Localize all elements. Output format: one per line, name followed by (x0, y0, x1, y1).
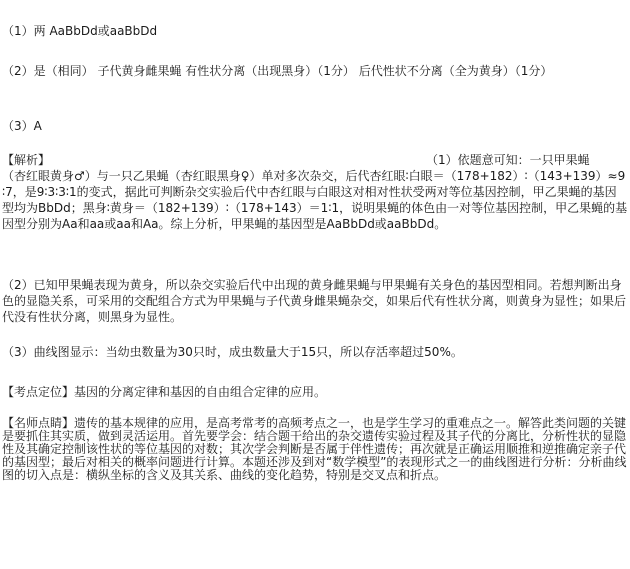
mingshi-section (2, 417, 628, 482)
analysis-heading: 【解析】 (2, 153, 51, 167)
kaodian-heading: 【考点定位】 (2, 385, 75, 399)
kaodian-text: 基因的分离定律和基因的自由组合定律的应用。 (74, 385, 327, 399)
answer-1: （1）两 AaBbDd或aaBbDd (2, 24, 158, 38)
mingshi-text: 遗传的基本规律的应用，是高考常考的高频考点之一，也是学生学习的重难点之一。解答此类问题的关键是要抓住其实质，做到灵活运用。首先要学会：结合题干给出的杂交遗传实验过程及其子代的分离比，分析性状的显隐性及其确定控制该性状的等位基因的对数；其次学会判断是否属于伴性遗传；再次就是正确运用顺推和逆推确定亲子代的基因型；最后对相关的概率问题进行计算。本题还涉及到对“数学模型”的表现形式之一的曲线图进行分析：分析曲线图的切入点是：横纵坐标的含义及其关系、曲线的变化趋势，特别是交叉点和折点。 (2, 416, 627, 482)
analysis-p1-lead: （1）依题意可知：一只甲果蝇 (426, 153, 590, 167)
analysis-paragraph-3: （3）曲线图显示：当幼虫数量为30只时，成虫数量大于15只，所以存活率超过50%。 (2, 345, 463, 359)
analysis-first-line (2, 152, 628, 168)
analysis-block (2, 152, 628, 232)
answer-2: （2）是（相同） 子代黄身雌果蝇 有性状分离（出现黑身）（1分） 后代性状不分离（全为黄身）（1分） (2, 64, 553, 78)
kaodian-section (2, 384, 628, 400)
analysis-paragraph-1: （杏红眼黄身♂）与一只乙果蝇（杏红眼黑身♀）单对多次杂交，后代杏红眼∶白眼＝（178+182）∶（143+139）≈9∶7，是9∶3∶3∶1的变式，据此可判断杂交实验后代中杏红眼与白眼这对相对性状受两对等位基因控制，甲乙果蝇的基因型均为BbDd；黑身∶黄身＝（182+139）∶（178+143）＝1∶1，说明果蝇的体色由一对等位基因控制，甲乙果蝇的基因型分别为Aa和aa或aa和Aa。综上分析，甲果蝇的基因型是AaBbDd或aaBbDd。 (2, 169, 628, 231)
analysis-paragraph-2: （2）已知甲果蝇表现为黄身，所以杂交实验后代中出现的黄身雌果蝇与甲果蝇有关身色的基因型相同。若想判断出身色的显隐关系，可采用的交配组合方式为甲果蝇与子代黄身雌果蝇杂交，如果后代有性状分离，则黄身为显性；如果后代没有性状分离，则黑身为显性。 (2, 278, 627, 324)
answer-3: （3）A (2, 119, 42, 133)
mingshi-heading: 【名师点睛】 (2, 416, 75, 430)
